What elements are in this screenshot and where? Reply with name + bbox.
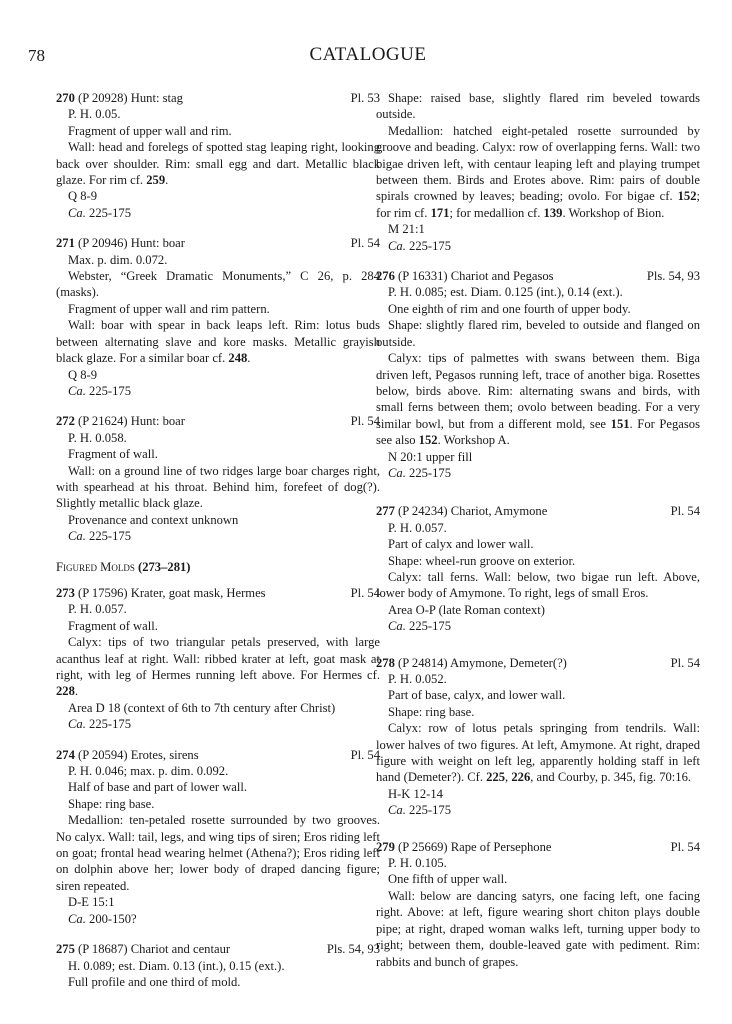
entry-heading — [56, 90, 380, 106]
preservation: One fifth of upper wall. — [388, 872, 508, 887]
cross-reference: 171 — [430, 205, 450, 220]
date: Ca. 200-150? — [68, 911, 137, 926]
description: Calyx: tips of two triangular petals preserved, with large acanthus leaf at right. Wall: ribbed krater at left, goat mask at right, with leg of Hermes running left above. For Hermes cf. 228. — [56, 635, 380, 699]
entry-heading — [376, 268, 700, 284]
date: Ca. 225-175 — [68, 529, 131, 544]
catalogue-entry-277 — [376, 503, 700, 634]
entry-title: (P 20594) Erotes, sirens — [78, 747, 199, 762]
catalogue-entry-275-continued — [376, 90, 700, 254]
description: Wall: boar with spear in back leaps left. Rim: lotus buds between alternating slave and kore masks. Metallic grayish black glaze. For a similar boar cf. 248. — [56, 318, 380, 366]
entry-heading — [56, 235, 380, 251]
entry-title: (P 20928) Hunt: stag — [78, 91, 183, 105]
description: Calyx: tall ferns. Wall: below, two bigae run left. Above, lower body of Amymone. To right, legs of small Eros. — [376, 569, 700, 601]
plate-reference: Pl. 53 — [350, 91, 380, 105]
preservation: Fragment of upper wall and rim. — [68, 123, 232, 138]
date: Ca. 225-175 — [388, 619, 451, 634]
shape: Shape: wheel-run groove on exterior. — [388, 553, 576, 568]
description: Medallion: hatched eight-petaled rosette surrounded by groove and beading. Calyx: row of overlapping ferns. Wall: two bigae driven left, with centaur leaping left and playing trumpet between them. Birds and Erotes above. Rim: pairs of double spirals crowned by leaves; beading; ovolo. For bigae cf. 152; for rim cf. 171; for medallion cf. 139. Workshop of Bion. — [376, 123, 700, 220]
date: Ca. 225-175 — [68, 717, 131, 732]
entry-number: 275 — [56, 942, 75, 957]
description: Wall: on a ground line of two ridges large boar charges right, with spearhead at his throat. Behind him, forefeet of dog(?). Slightly metallic black glaze. — [56, 463, 380, 511]
entry-number: 273 — [56, 585, 75, 600]
description: Wall: head and forelegs of spotted stag leaping right, looking back over shoulder. Rim: small egg and dart. Metallic black glaze. For rim cf. 259. — [56, 140, 380, 188]
preservation: One eighth of rim and one fourth of upper body. — [388, 301, 631, 316]
entry-number: 274 — [56, 747, 75, 762]
deposit: H-K 12-14 — [388, 786, 443, 801]
description: Calyx: row of lotus petals springing from tendrils. Wall: lower halves of two figures. At left, Amymone. At right, draped figure with weight on left leg, apparently holding staff in left hand (Demeter?). Cf. 225, 226, and Courby, p. 345, fig. 70:16. — [376, 721, 700, 785]
cross-reference: 225 — [486, 770, 506, 785]
dimensions: P. H. 0.057. — [68, 602, 127, 617]
catalogue-entry-271 — [56, 235, 380, 399]
plate-reference: Pls. 54, 93 — [326, 942, 380, 957]
entry-title: (P 20946) Hunt: boar — [78, 236, 185, 251]
dimensions: P. H. 0.046; max. p. dim. 0.092. — [68, 764, 229, 779]
entry-number: 276 — [376, 269, 395, 284]
cross-reference: 139 — [543, 205, 563, 220]
date: Ca. 225-175 — [388, 238, 451, 253]
dimensions: P. H. 0.057. — [388, 520, 447, 535]
plate-reference: Pl. 54 — [350, 236, 380, 251]
preservation: Part of base, calyx, and lower wall. — [388, 688, 566, 703]
plate-reference: Pl. 54 — [350, 747, 380, 762]
shape: Shape: slightly flared rim, beveled to outside and flanged on outside. — [376, 318, 700, 349]
preservation: Fragment of upper wall and rim pattern. — [68, 301, 270, 316]
preservation: Half of base and part of lower wall. — [68, 780, 248, 795]
preservation: Fragment of wall. — [68, 447, 158, 462]
plate-reference: Pls. 54, 93 — [646, 269, 700, 284]
entry-heading — [56, 747, 380, 763]
entry-heading — [56, 413, 380, 429]
entry-number: 279 — [376, 839, 395, 854]
dimensions: P. H. 0.105. — [388, 856, 447, 871]
cross-reference: 228 — [56, 684, 75, 699]
entry-title: (P 21624) Hunt: boar — [78, 414, 185, 429]
plate-reference: Pl. 54 — [670, 655, 700, 670]
left-column — [56, 90, 380, 1004]
entry-number: 278 — [376, 655, 395, 670]
date: Ca. 225-175 — [388, 803, 451, 818]
catalogue-entry-274 — [56, 747, 380, 927]
dimensions: P. H. 0.085; est. Diam. 0.125 (int.), 0.14 (ext.). — [388, 285, 623, 300]
deposit: Area O-P (late Roman context) — [388, 602, 545, 617]
dimensions: Max. p. dim. 0.072. — [68, 252, 168, 267]
entry-title: (P 24814) Amymone, Demeter(?) — [398, 655, 567, 670]
entry-heading — [56, 585, 380, 601]
cross-reference: 152 — [677, 189, 697, 204]
catalogue-entry-275 — [56, 941, 380, 990]
provenance: Provenance and context unknown — [68, 512, 239, 527]
page-number: 78 — [28, 46, 45, 65]
preservation: Fragment of wall. — [68, 618, 158, 633]
deposit: N 20:1 upper fill — [388, 449, 473, 464]
entry-heading — [56, 941, 380, 957]
shape: Shape: ring base. — [68, 796, 155, 811]
bibliography: Webster, “Greek Dramatic Monuments,” C 26, p. 284 (masks). — [56, 269, 380, 300]
dimensions: H. 0.089; est. Diam. 0.13 (int.), 0.15 (ext.). — [68, 958, 285, 973]
running-title: CATALOGUE — [309, 44, 427, 65]
deposit: Area D 18 (context of 6th to 7th century after Christ) — [68, 700, 336, 715]
entry-title: (P 24234) Chariot, Amymone — [398, 504, 548, 519]
entry-title: (P 25669) Rape of Persephone — [398, 839, 552, 854]
running-header — [28, 46, 708, 72]
deposit: Q 8-9 — [68, 189, 98, 204]
preservation: Part of calyx and lower wall. — [388, 537, 534, 552]
entry-heading — [376, 655, 700, 671]
catalogue-entry-272 — [56, 413, 380, 544]
description: Wall: below are dancing satyrs, one facing left, one facing right. Above: at left, figure wearing short chiton plays double pipe; at right, draped woman walks left, turning upper body to right; between them, double-leaved gate with pediment. Rim: rabbits and bunch of grapes. — [376, 888, 700, 969]
entry-title: (P 16331) Chariot and Pegasos — [398, 269, 554, 284]
catalogue-entry-279 — [376, 839, 700, 970]
catalogue-entry-270 — [56, 90, 380, 221]
entry-number: 272 — [56, 414, 75, 429]
entry-heading — [376, 839, 700, 855]
shape: Shape: ring base. — [388, 704, 475, 719]
plate-reference: Pl. 54 — [670, 504, 700, 519]
entry-title: (P 17596) Krater, goat mask, Hermes — [78, 585, 266, 600]
plate-reference: Pl. 54 — [350, 585, 380, 600]
dimensions: P. H. 0.05. — [68, 107, 121, 122]
shape: Shape: raised base, slightly flared rim beveled towards outside. — [376, 91, 700, 122]
cross-reference: 151 — [610, 416, 630, 431]
cross-reference: 226 — [511, 770, 531, 785]
dimensions: P. H. 0.058. — [68, 430, 127, 445]
plate-reference: Pl. 54 — [350, 414, 380, 429]
date: Ca. 225-175 — [388, 465, 451, 480]
entry-title: (P 18687) Chariot and centaur — [78, 942, 231, 957]
right-column — [376, 90, 700, 984]
deposit: D-E 15:1 — [68, 895, 115, 910]
entry-number: 271 — [56, 236, 75, 251]
plate-reference: Pl. 54 — [670, 839, 700, 854]
deposit: M 21:1 — [388, 222, 425, 237]
entry-number: 277 — [376, 504, 395, 519]
preservation: Full profile and one third of mold. — [68, 974, 241, 989]
entry-heading — [376, 503, 700, 519]
catalogue-entry-278 — [376, 655, 700, 819]
date: Ca. 225-175 — [68, 383, 131, 398]
description: Calyx: tips of palmettes with swans between them. Biga driven left, Pegasos running left, trace of another biga. Rosettes below, birds above. Rim: alternating swans and birds, with small ferns between them; ovolo between beading. For a very similar bowl, but from a different mold, see 151. For Pegasos see also 152. Workshop A. — [376, 351, 700, 448]
cross-reference: 248 — [228, 351, 248, 366]
catalogue-entry-276 — [376, 268, 700, 481]
section-heading: Figured Molds (273–281) — [56, 559, 191, 574]
date: Ca. 225-175 — [68, 205, 131, 220]
catalogue-entry-273 — [56, 585, 380, 733]
deposit: Q 8-9 — [68, 367, 98, 382]
cross-reference: 152 — [418, 433, 438, 448]
dimensions: P. H. 0.052. — [388, 672, 447, 686]
description: Medallion: ten-petaled rosette surrounded by two grooves. No calyx. Wall: tail, legs, and wing tips of siren; Eros riding left on goat; frontal head wearing helmet (Athena?); Eros riding left on dolphin above her; lower body of draped dancing figure; siren repeated. — [56, 813, 380, 893]
entry-number: 270 — [56, 91, 75, 105]
cross-reference: 259 — [146, 173, 166, 188]
